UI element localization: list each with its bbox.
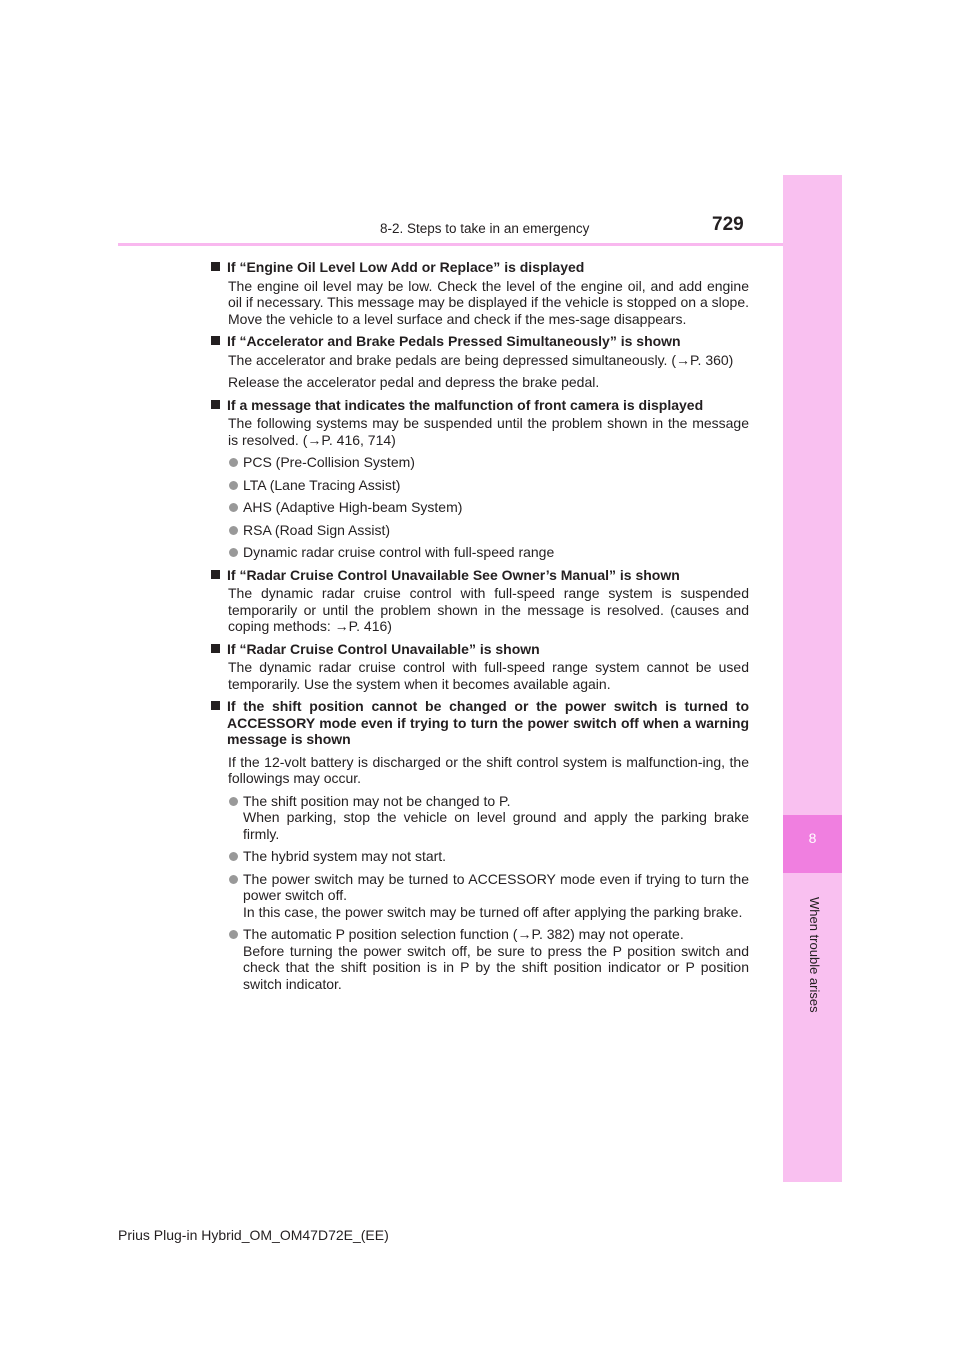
square-bullet-icon <box>211 336 220 345</box>
bullet-icon <box>229 503 238 512</box>
list-item: RSA (Road Sign Assist) <box>228 522 749 539</box>
section-heading: If “Radar Cruise Control Unavailable” is shown <box>211 641 749 658</box>
bullet-icon <box>229 481 238 490</box>
paragraph: Release the accelerator pedal and depress the brake pedal. <box>228 374 600 390</box>
square-bullet-icon <box>211 644 220 653</box>
square-bullet-icon <box>211 400 220 409</box>
bullet-icon <box>229 852 238 861</box>
page-number: 729 <box>712 214 744 235</box>
square-bullet-icon <box>211 701 220 710</box>
list-item: The automatic P position selection function (→P. 382) may not operate. Before turning the power switch off, be sure to press the P position switch and check that the shift position is in P by the shift position indicator or P position switch indicator. <box>228 926 749 992</box>
section-heading: If a message that indicates the malfunction of front camera is displayed <box>211 397 749 414</box>
list-item: PCS (Pre-Collision System) <box>228 454 749 471</box>
bullet-icon <box>229 458 238 467</box>
section-title: 8-2. Steps to take in an emergency <box>380 221 590 236</box>
section-heading: If “Accelerator and Brake Pedals Pressed Simultaneously” is shown <box>211 333 749 350</box>
bullet-icon <box>229 797 238 806</box>
page-content <box>211 255 749 992</box>
paragraph: If the 12-volt battery is discharged or the shift control system is malfunction-ing, the followings may occur. <box>228 753 749 786</box>
paragraph: The dynamic radar cruise control with full-speed range system is suspended temporarily or until the problem shown in the message is resolved. (causes and coping methods: →P. 416) <box>228 585 749 634</box>
header-divider <box>118 243 783 246</box>
bullet-icon <box>229 875 238 884</box>
document-id-footer: Prius Plug-in Hybrid_OM_OM47D72E_(EE) <box>118 1227 389 1243</box>
bullet-icon <box>229 930 238 939</box>
list-item: Dynamic radar cruise control with full-speed range <box>228 544 749 561</box>
list-item: The power switch may be turned to ACCESSORY mode even if trying to turn the power switch off. In this case, the power switch may be turned off after applying the parking brake. <box>228 871 749 921</box>
list-item: The shift position may not be changed to P. When parking, stop the vehicle on level ground and apply the parking brake firmly. <box>228 793 749 843</box>
section-heading: If the shift position cannot be changed or the power switch is turned to ACCESSORY mode even if trying to turn the power switch off when a warning message is shown <box>211 698 749 748</box>
paragraph: The engine oil level may be low. Check the level of the engine oil, and add engine oil if necessary. This message may be displayed if the vehicle is stopped on a slope. Move the vehicle to a level surface and check if the mes-sage disappears. <box>228 277 749 327</box>
list-item: LTA (Lane Tracing Assist) <box>228 477 749 494</box>
chapter-side-tab <box>783 175 842 1182</box>
square-bullet-icon <box>211 262 220 271</box>
section-heading: If “Radar Cruise Control Unavailable See Owner’s Manual” is shown <box>211 567 749 584</box>
chapter-title: When trouble arises <box>807 897 822 1013</box>
bullet-icon <box>229 526 238 535</box>
paragraph: The accelerator and brake pedals are being depressed simultaneously. (→P. 360) <box>228 351 734 368</box>
list-item: The hybrid system may not start. <box>228 848 749 865</box>
bullet-icon <box>229 548 238 557</box>
chapter-number: 8 <box>808 830 817 846</box>
paragraph: The following systems may be suspended until the problem shown in the message is resolved. (→P. 416, 714) <box>228 415 749 448</box>
section-heading: If “Engine Oil Level Low Add or Replace” is displayed <box>211 259 749 276</box>
list-item: AHS (Adaptive High-beam System) <box>228 499 749 516</box>
square-bullet-icon <box>211 570 220 579</box>
paragraph: The dynamic radar cruise control with full-speed range system cannot be used temporarily. Use the system when it becomes available again. <box>228 659 749 692</box>
